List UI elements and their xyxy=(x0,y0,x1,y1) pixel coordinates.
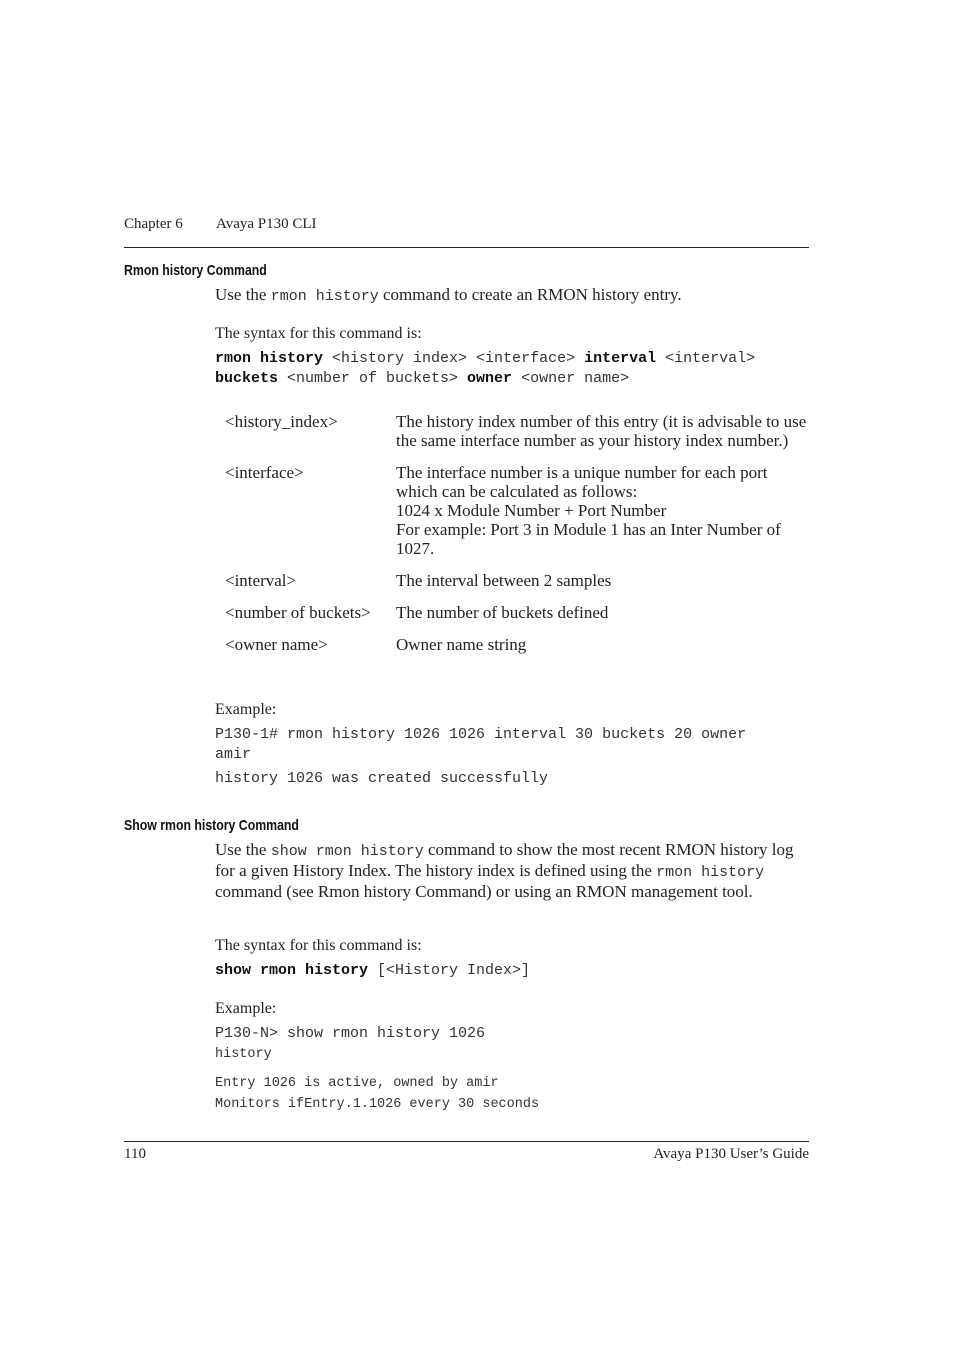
parameter-description: The history index number of this entry (it is advisable to use the same interface number as your history index number.) xyxy=(396,412,807,450)
section2-intro: Use the show rmon history command to show the most recent RMON history log for a given History Index. The history index is defined using the rmon history command (see Rmon history Command) or using an RMON management tool. xyxy=(215,840,794,901)
parameter-description: Owner name string xyxy=(396,635,527,654)
parameter-row xyxy=(225,603,810,622)
page-header xyxy=(124,216,809,248)
parameter-description: The interval between 2 samples xyxy=(396,571,612,590)
section2-syntax-code: show rmon history [<History Index>] xyxy=(215,962,531,979)
section1-syntax-label: The syntax for this command is: xyxy=(215,325,422,342)
parameter-name: <interval> xyxy=(225,571,297,590)
inline-code: rmon history xyxy=(270,288,379,305)
parameter-row xyxy=(225,412,810,450)
section1-syntax-code: rmon history <history index> <interface> interval <interval> buckets <number of buckets> owner <owner name> xyxy=(215,350,756,387)
parameter-row xyxy=(225,463,810,558)
section2-example-command: P130-N> show rmon history 1026 xyxy=(215,1025,486,1042)
parameter-name: <history_index> xyxy=(225,412,338,431)
page-number: 110 xyxy=(124,1146,146,1162)
section1-example-code: P130-1# rmon history 1026 1026 interval 30 buckets 20 owner amir xyxy=(215,726,747,763)
section2-example-output-1: history xyxy=(215,1047,272,1062)
section1-example-label: Example: xyxy=(215,701,277,718)
parameter-description: The interface number is a unique number for each port which can be calculated as follows: 1024 x Module Number + Port Number For example: Port 3 in Module 1 has an Inter Number of 1027. xyxy=(396,463,781,558)
parameter-name: <number of buckets> xyxy=(225,603,371,622)
page-footer xyxy=(124,1141,809,1163)
parameter-row xyxy=(225,571,810,590)
inline-code: rmon history xyxy=(656,864,765,881)
section1-example-output: history 1026 was created successfully xyxy=(215,770,549,787)
section2-example-label: Example: xyxy=(215,1000,277,1017)
parameter-description: The number of buckets defined xyxy=(396,603,609,622)
parameter-row xyxy=(225,635,810,654)
section-heading-show-rmon-history: Show rmon history Command xyxy=(124,817,299,834)
section2-example-output-2: Entry 1026 is active, owned by amir Monitors ifEntry.1.1026 every 30 seconds xyxy=(215,1076,540,1112)
chapter-title: Avaya P130 CLI xyxy=(216,216,317,232)
chapter-label: Chapter 6 xyxy=(124,216,183,232)
parameter-table xyxy=(225,412,810,667)
inline-code: show rmon history xyxy=(270,843,424,860)
section1-intro: Use the rmon history command to create an RMON history entry. xyxy=(215,285,682,305)
section2-syntax-label: The syntax for this command is: xyxy=(215,937,422,954)
parameter-name: <owner name> xyxy=(225,635,328,654)
section-heading-rmon-history: Rmon history Command xyxy=(124,262,267,279)
guide-title: Avaya P130 User’s Guide xyxy=(653,1146,809,1162)
parameter-name: <interface> xyxy=(225,463,304,482)
